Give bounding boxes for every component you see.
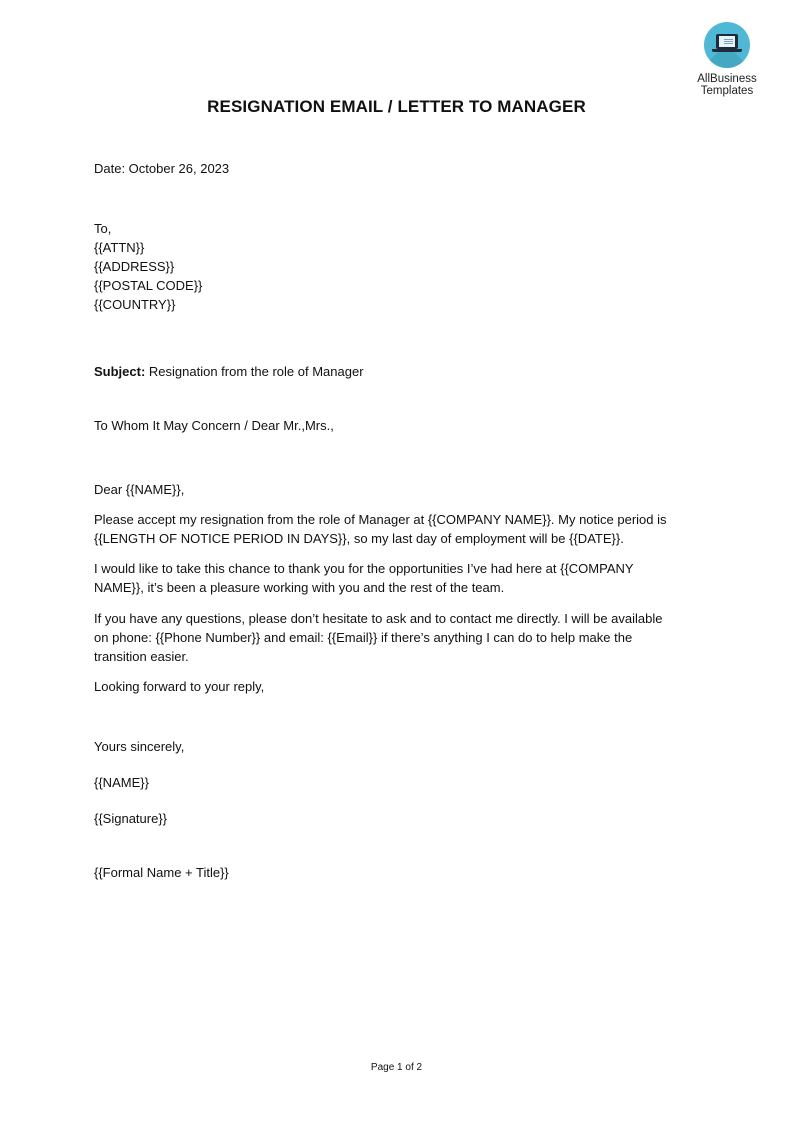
subject-label: Subject:: [94, 364, 146, 379]
logo-line-1: AllBusiness: [697, 73, 757, 85]
closing-signature: {{Signature}}: [94, 811, 168, 826]
date-line: Date: October 26, 2023: [94, 161, 230, 176]
paragraph-closing: Looking forward to your reply,: [94, 679, 265, 694]
subject-text: Resignation from the role of Manager: [145, 364, 364, 379]
recipient-address: {{ADDRESS}}: [94, 259, 175, 274]
recipient-attn: {{ATTN}}: [94, 240, 145, 255]
recipient-block: [94, 219, 202, 314]
sign-off: Yours sincerely,: [94, 739, 185, 754]
paragraph-thanks: I would like to take this chance to thank you for the opportunities I’ve had here at {{COMPANY NAME}}, it’s been a pleasure working with you and the rest of the team.: [94, 561, 634, 595]
page-number: Page 1 of 2: [370, 1062, 423, 1073]
subject-line: [94, 362, 364, 381]
paragraph-contact: If you have any questions, please don’t hesitate to ask and to contact me directly. I will be available on phone: {{Phone Number}} and email: {{Email}} if there’s anything I can do to help make the transition easier.: [94, 611, 663, 664]
allbusiness-templates-logo: [692, 22, 762, 97]
recipient-country: {{COUNTRY}}: [94, 297, 176, 312]
closing-formal-name: {{Formal Name + Title}}: [94, 865, 229, 880]
salutation: Dear {{NAME}},: [94, 482, 185, 497]
laptop-base: [712, 49, 742, 52]
closing-name: {{NAME}}: [94, 775, 149, 790]
logo-text: [692, 73, 762, 97]
laptop-icon: [716, 34, 738, 49]
document-title: RESIGNATION EMAIL / LETTER TO MANAGER: [207, 97, 586, 116]
recipient-to: To,: [94, 221, 112, 236]
recipient-postal-code: {{POSTAL CODE}}: [94, 278, 203, 293]
salutation-general: To Whom It May Concern / Dear Mr.,Mrs.,: [94, 418, 334, 433]
logo-circle: [704, 22, 750, 68]
paragraph-resignation: Please accept my resignation from the role of Manager at {{COMPANY NAME}}. My notice period is {{LENGTH OF NOTICE PERIOD IN DAYS}}, so my last day of employment will be {{DATE}}.: [94, 512, 667, 546]
logo-line-2: Templates: [700, 85, 754, 97]
